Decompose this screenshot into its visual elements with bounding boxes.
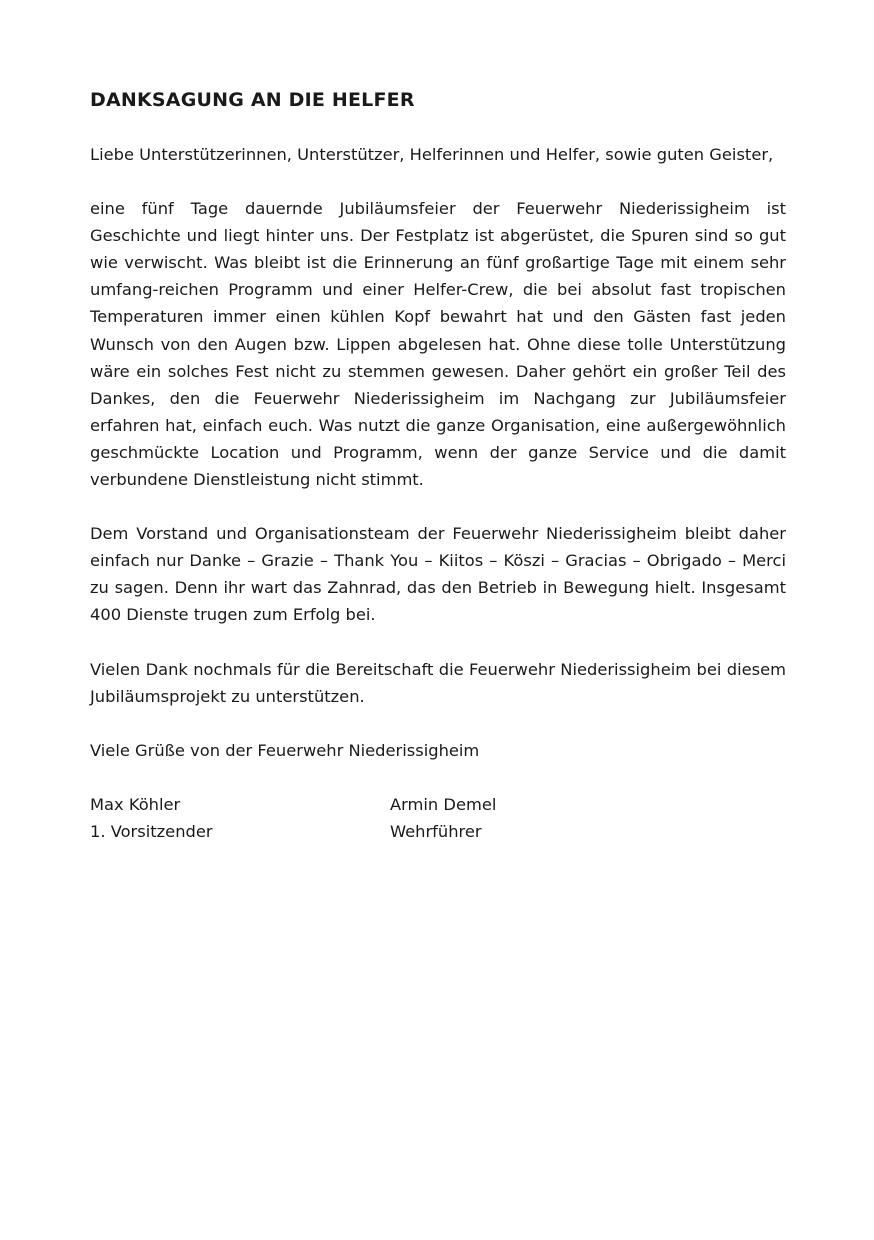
body-paragraph-2: Dem Vorstand und Organisationsteam der Feuerwehr Niederissigheim bleibt daher einfach nur Danke – Grazie – Thank You – Kiitos – Köszi – Gracias – Obrigado – Merci zu sagen. Denn ihr wart das Zahnrad, das den Betrieb in Bewegung hielt. Insgesamt 400 Dienste trugen zum Erfolg bei. — [90, 524, 786, 625]
signature-names-row — [90, 791, 786, 818]
signatory-name-2: Armin Demel — [390, 794, 497, 814]
paragraph-spacer — [90, 764, 786, 791]
letter-page — [90, 86, 786, 845]
closing-line: Viele Grüße von der Feuerwehr Niederissigheim — [90, 740, 480, 760]
body-paragraph-1: eine fünf Tage dauernde Jubiläumsfeier der Feuerwehr Niederissigheim ist Geschichte und liegt hinter uns. Der Festplatz ist abgerüstet, die Spuren sind so gut wie verwischt. Was bleibt ist die Erinnerung an fünf großartige Tage mit einem sehr umfang-reichen Programm und einer Helfer-Crew, die bei absolut fast tropischen Temperaturen immer einen kühlen Kopf bewahrt hat und den Gästen fast jeden Wunsch von den Augen bzw. Lippen abgelesen hat. Ohne diese tolle Unterstützung wäre ein solches Fest nicht zu stemmen gewesen. Daher gehört ein großer Teil des Dankes, den die Feuerwehr Niederissigheim im Nachgang zur Jubiläumsfeier erfahren hat, einfach euch. Was nutzt die ganze Organisation, eine außergewöhnlich geschmückte Location und Programm, wenn der ganze Service und die damit verbundene Dienstleistung nicht stimmt. — [90, 199, 786, 490]
signatory-name-1: Max Köhler — [90, 794, 181, 814]
paragraph-spacer — [90, 493, 786, 520]
paragraph-spacer — [90, 629, 786, 656]
paragraph-spacer — [90, 168, 786, 195]
page-title: DANKSAGUNG AN DIE HELFER — [90, 89, 415, 111]
signatory-role-1: 1. Vorsitzender — [90, 821, 213, 841]
body-paragraph-3: Vielen Dank nochmals für die Bereitschaft die Feuerwehr Niederissigheim bei diesem Jubiläumsprojekt zu unterstützen. — [90, 659, 786, 706]
paragraph-spacer — [90, 710, 786, 737]
signatory-role-2: Wehrführer — [390, 821, 482, 841]
salutation: Liebe Unterstützerinnen, Unterstützer, Helferinnen und Helfer, sowie guten Geister, — [90, 145, 774, 164]
signature-roles-row — [90, 818, 786, 845]
